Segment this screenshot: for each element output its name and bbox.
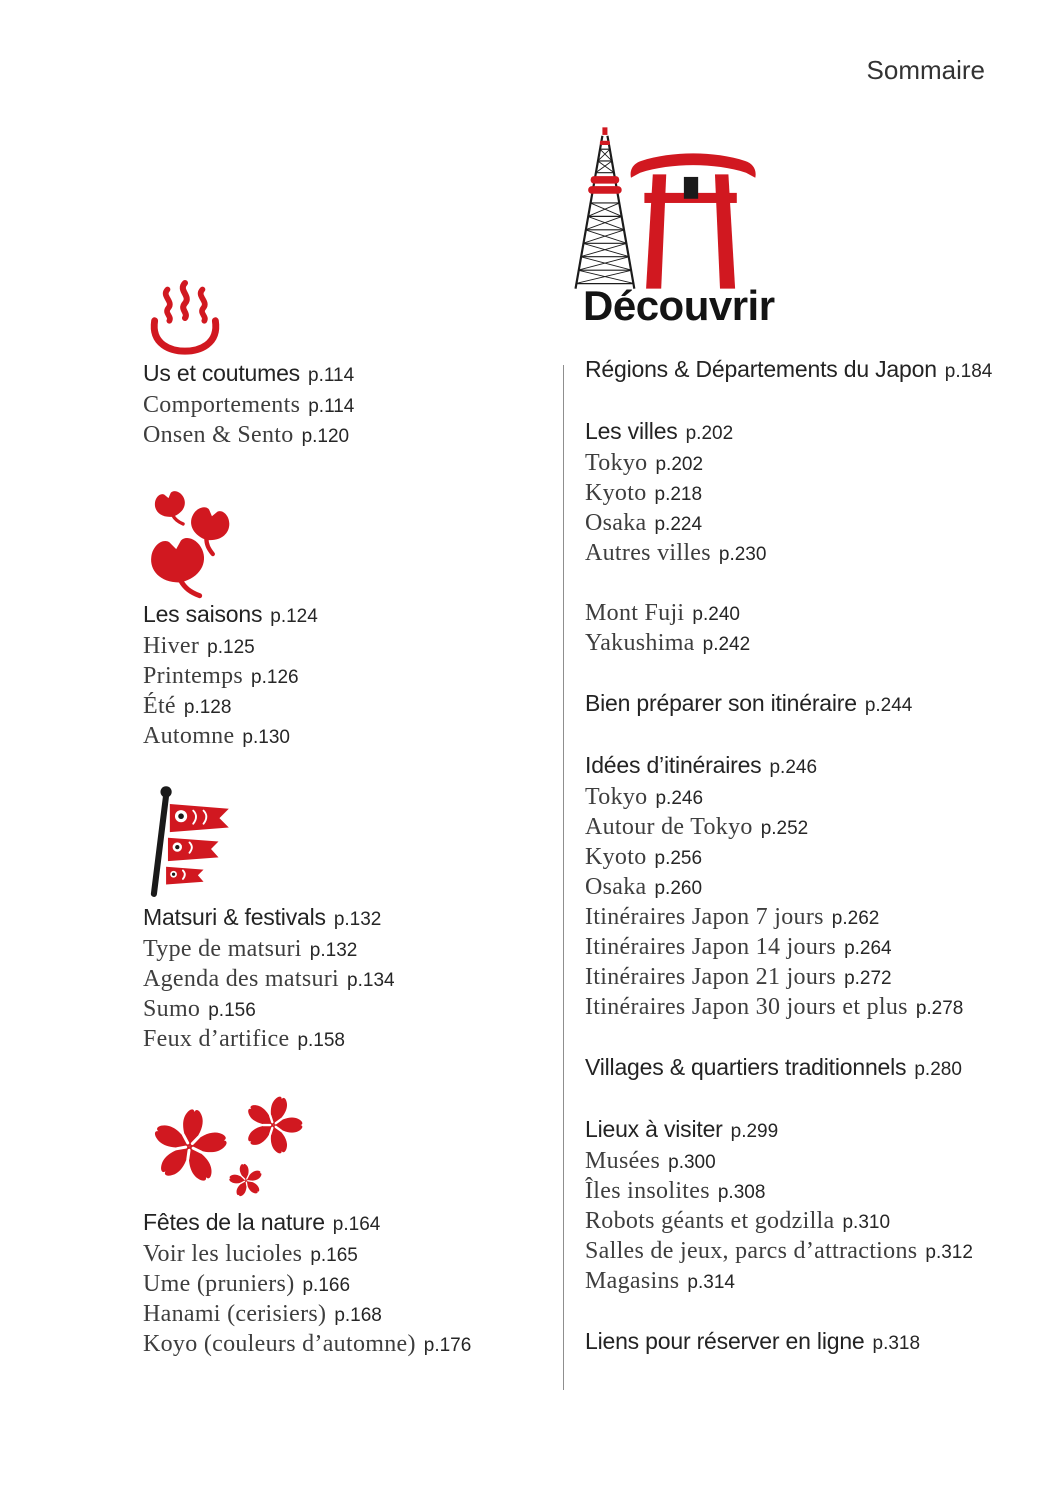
toc-entry-label: Kyoto xyxy=(585,480,647,506)
toc-entry-label: Yakushima xyxy=(585,630,695,656)
section-matsuri-festivals xyxy=(143,904,395,1056)
toc-entry xyxy=(143,1331,471,1361)
toc-group xyxy=(585,1328,1050,1360)
toc-entry-label: Hiver xyxy=(143,633,200,659)
section-heading xyxy=(585,1116,1050,1148)
toc-entry-label: Itinéraires Japon 21 jours xyxy=(585,964,837,990)
toc-entry xyxy=(585,480,1050,510)
toc-entry-page: p.278 xyxy=(915,998,964,1019)
section-heading-page: p.318 xyxy=(872,1333,921,1354)
toc-entry xyxy=(143,392,354,422)
column-divider xyxy=(563,365,564,1390)
section-heading-page: p.124 xyxy=(270,606,318,627)
section-heading xyxy=(143,360,354,392)
toc-entry xyxy=(585,1148,1050,1178)
toc-entry xyxy=(585,964,1050,994)
section-heading-page: p.132 xyxy=(333,909,382,930)
toc-entry-page: p.314 xyxy=(687,1272,735,1293)
section-heading-page: p.114 xyxy=(308,365,355,386)
toc-entry-label: Îles insolites xyxy=(585,1178,710,1204)
section-heading xyxy=(585,752,1050,784)
right-toc-list xyxy=(585,356,1050,1360)
toc-group xyxy=(585,690,1050,722)
section-heading-label: Villages & quartiers traditionnels xyxy=(585,1054,907,1080)
toc-entry-page: p.132 xyxy=(309,940,358,961)
section-heading-page: p.280 xyxy=(914,1059,962,1080)
toc-entry-page: p.125 xyxy=(207,637,255,658)
toc-group xyxy=(585,1116,1050,1298)
toc-group xyxy=(585,752,1050,1024)
toc-entry-page: p.310 xyxy=(842,1212,891,1233)
toc-entry xyxy=(585,1208,1050,1238)
toc-entry-page: p.114 xyxy=(308,396,355,417)
section-heading-label: Us et coutumes xyxy=(143,360,300,386)
toc-entry xyxy=(143,422,354,452)
section-heading-label: Lieux à visiter xyxy=(585,1116,723,1142)
toc-entry xyxy=(585,630,1050,660)
toc-entry-label: Mont Fuji xyxy=(585,600,685,626)
toc-entry-page: p.300 xyxy=(668,1152,716,1173)
toc-entry-label: Osaka xyxy=(585,510,647,536)
toc-entry-page: p.308 xyxy=(717,1182,766,1203)
toc-entry-page: p.252 xyxy=(760,818,809,839)
toc-entry-label: Feux d’artifice xyxy=(143,1026,290,1052)
ginkgo-leaves-icon xyxy=(144,474,270,595)
section-fetes-de-la-nature xyxy=(143,1209,471,1361)
toc-entry-page: p.256 xyxy=(654,848,703,869)
toc-entry-label: Itinéraires Japon 30 jours et plus xyxy=(585,994,908,1020)
page-title: Sommaire xyxy=(866,55,985,85)
toc-entry-page: p.260 xyxy=(654,878,703,899)
section-us-et-coutumes xyxy=(143,360,354,452)
toc-entry xyxy=(585,844,1050,874)
toc-entry xyxy=(585,784,1050,814)
toc-entry-page: p.272 xyxy=(844,968,892,989)
section-heading xyxy=(585,356,1050,388)
section-heading-page: p.246 xyxy=(769,757,818,778)
toc-entry-page: p.242 xyxy=(702,634,751,655)
toc-entry xyxy=(585,1178,1050,1208)
toc-entry-label: Autour de Tokyo xyxy=(585,814,753,840)
toc-entry-page: p.126 xyxy=(251,667,299,688)
koinobori-icon xyxy=(138,785,255,898)
toc-group xyxy=(585,1054,1050,1086)
section-heading-label: Fêtes de la nature xyxy=(143,1209,325,1235)
section-heading-page: p.164 xyxy=(332,1214,381,1235)
toc-entry xyxy=(585,904,1050,934)
section-heading-label: Les villes xyxy=(585,418,678,444)
toc-group xyxy=(585,600,1050,660)
toc-entry-page: p.218 xyxy=(654,484,703,505)
toc-entry xyxy=(585,994,1050,1024)
toc-entry-page: p.156 xyxy=(208,1000,256,1021)
toc-entry-label: Comportements xyxy=(143,392,301,418)
chapter-title: Découvrir xyxy=(583,282,775,329)
section-heading-label: Liens pour réserver en ligne xyxy=(585,1328,865,1354)
toc-entry xyxy=(143,633,318,663)
toc-entry-label: Itinéraires Japon 14 jours xyxy=(585,934,837,960)
toc-entry-label: Printemps xyxy=(143,663,244,689)
toc-entry-page: p.264 xyxy=(844,938,892,959)
toc-entry-label: Ume (pruniers) xyxy=(143,1271,295,1297)
section-heading xyxy=(585,418,1050,450)
toc-entry xyxy=(585,1268,1050,1298)
toc-entry xyxy=(585,814,1050,844)
toc-entry xyxy=(143,1026,395,1056)
section-heading xyxy=(143,1209,471,1241)
onsen-icon xyxy=(139,282,231,354)
toc-entry-page: p.168 xyxy=(334,1305,382,1326)
toc-entry xyxy=(585,874,1050,904)
toc-entry-page: p.158 xyxy=(297,1030,345,1051)
section-heading-label: Idées d’itinéraires xyxy=(585,752,762,778)
toc-entry-page: p.246 xyxy=(655,788,704,809)
toc-entry-label: Agenda des matsuri xyxy=(143,966,340,992)
section-heading-label: Matsuri & festivals xyxy=(143,904,326,930)
section-heading xyxy=(585,1054,1050,1086)
toc-entry-page: p.120 xyxy=(301,426,350,447)
toc-entry-label: Osaka xyxy=(585,874,647,900)
toc-entry xyxy=(585,510,1050,540)
toc-entry xyxy=(585,600,1050,630)
toc-entry xyxy=(585,540,1050,570)
toc-entry-label: Itinéraires Japon 7 jours xyxy=(585,904,824,930)
toc-group xyxy=(585,356,1050,388)
toc-entry-page: p.202 xyxy=(655,454,704,475)
toc-entry xyxy=(143,1301,471,1331)
toc-entry-page: p.262 xyxy=(831,908,880,929)
toc-group xyxy=(585,418,1050,570)
toc-entry-label: Type de matsuri xyxy=(143,936,302,962)
toc-entry xyxy=(143,1241,471,1271)
toc-entry-page: p.224 xyxy=(654,514,703,535)
section-heading-page: p.299 xyxy=(730,1121,779,1142)
toc-entry xyxy=(143,693,318,723)
toc-entry-page: p.230 xyxy=(718,544,767,565)
toc-entry-label: Tokyo xyxy=(585,784,648,810)
toc-entry-page: p.128 xyxy=(183,697,232,718)
toc-entry-label: Salles de jeux, parcs d’attractions xyxy=(585,1238,918,1264)
toc-entry-page: p.130 xyxy=(242,727,290,748)
sakura-flowers-icon xyxy=(139,1086,319,1203)
toc-entry xyxy=(143,1271,471,1301)
toc-entry xyxy=(143,966,395,996)
toc-entry-page: p.176 xyxy=(423,1335,472,1356)
toc-entry-page: p.134 xyxy=(347,970,395,991)
section-heading xyxy=(143,601,318,633)
section-heading-page: p.244 xyxy=(864,695,913,716)
toc-entry-label: Tokyo xyxy=(585,450,648,476)
toc-entry-label: Sumo xyxy=(143,996,201,1022)
section-heading-label: Les saisons xyxy=(143,601,263,627)
toc-entry-label: Onsen & Sento xyxy=(143,422,294,448)
toc-entry-label: Hanami (cerisiers) xyxy=(143,1301,327,1327)
section-heading-label: Régions & Départements du Japon xyxy=(585,356,937,382)
section-heading-page: p.202 xyxy=(685,423,734,444)
toc-entry-label: Koyo (couleurs d’automne) xyxy=(143,1331,416,1357)
section-heading-page: p.184 xyxy=(944,361,993,382)
toc-entry-label: Autres villes xyxy=(585,540,711,566)
toc-entry-page: p.240 xyxy=(692,604,740,625)
toc-entry xyxy=(143,663,318,693)
skytree-torii-icon xyxy=(552,124,762,292)
toc-entry-page: p.312 xyxy=(925,1242,973,1263)
toc-entry xyxy=(143,936,395,966)
section-heading-label: Bien préparer son itinéraire xyxy=(585,690,857,716)
toc-entry-label: Magasins xyxy=(585,1268,680,1294)
toc-entry xyxy=(143,996,395,1026)
toc-entry xyxy=(585,934,1050,964)
toc-entry-label: Voir les lucioles xyxy=(143,1241,303,1267)
section-les-saisons xyxy=(143,601,318,753)
section-heading xyxy=(585,690,1050,722)
section-heading xyxy=(585,1328,1050,1360)
toc-entry-label: Robots géants et godzilla xyxy=(585,1208,835,1234)
toc-entry-label: Été xyxy=(143,693,176,719)
toc-entry-page: p.165 xyxy=(310,1245,358,1266)
section-heading xyxy=(143,904,395,936)
toc-entry xyxy=(143,723,318,753)
toc-entry-label: Musées xyxy=(585,1148,661,1174)
toc-entry xyxy=(585,450,1050,480)
toc-entry-page: p.166 xyxy=(302,1275,351,1296)
toc-entry-label: Kyoto xyxy=(585,844,647,870)
toc-entry xyxy=(585,1238,1050,1268)
toc-entry-label: Automne xyxy=(143,723,235,749)
